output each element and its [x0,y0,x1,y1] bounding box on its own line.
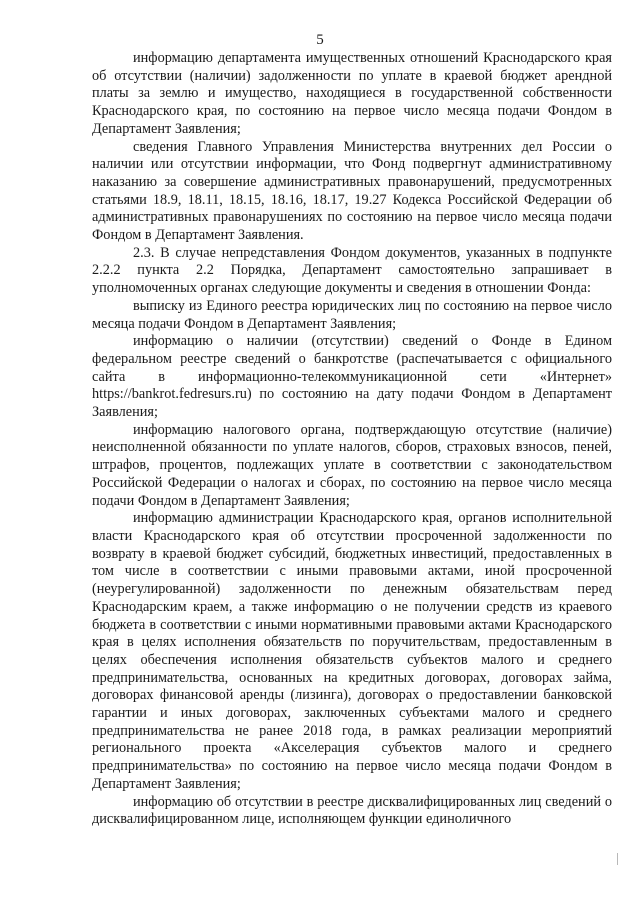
paragraph-interior-ministry-info: сведения Главного Управления Министерства внутренних дел России о наличии или отсутствии информации, что Фонд подвергнут административному наказанию за совершение административных правонарушений, предусмотренных статьями 18.9, 18.11, 18.15, 18.16, 18.17, 19.27 Кодекса Российской Федерации об административных правонарушениях по состоянию на первое число месяца подачи Фондом в Департамент Заявления. [92,138,612,244]
paragraph-section-2-3: 2.3. В случае непредставления Фондом документов, указанных в подпункте 2.2.2 пункта 2.2 Порядка, Департамент самостоятельно запрашивает в уполномоченных органах следующие документы и сведения в отношении Фонда: [92,244,612,297]
scan-margin-mark [617,853,618,865]
paragraph-tax-authority-info: информацию налогового органа, подтверждающую отсутствие (наличие) неисполненной обязанности по уплате налогов, сборов, страховых взносов, пеней, штрафов, процентов, подлежащих уплате в соответствии с законодательством Российской Федерации о налогах и сборах, по состоянию на первое число месяца подачи Фондом в Департамент Заявления; [92,421,612,509]
paragraph-disqualified-persons-info: информацию об отсутствии в реестре дисквалифицированных лиц сведений о дисквалифицированном лице, исполняющем функции единоличного [92,793,612,828]
page-number: 5 [316,32,324,48]
paragraph-legal-entities-extract: выписку из Единого реестра юридических лиц по состоянию на первое число месяца подачи Фондом в Департамент Заявления; [92,297,612,332]
document-body [92,50,612,829]
paragraph-regional-administration-info: информацию администрации Краснодарского края, органов исполнительной власти Краснодарского края об отсутствии просроченной задолженности по возврату в краевой бюджет субсидий, бюджетных инвестиций, предоставленных в том числе в соответствии с иными правовыми актами, иной просроченной (неурегулированной) задолженности по денежным обязательствам перед Краснодарским краем, а также информацию о не получении средств из краевого бюджета в соответствии с иными нормативными правовыми актами Краснодарского края в целях исполнения обязательств по поручительствам, предоставленным в целях обеспечения исполнения обязательств субъектов малого и среднего предпринимательства, основанных на кредитных договорах, договорах займа, договорах финансовой аренды (лизинга), договорах о предоставлении банковской гарантии и иных договорах, заключенных субъектами малого и среднего предпринимательства не ранее 2018 года, в рамках реализации мероприятий регионального проекта «Акселерация субъектов малого и среднего предпринимательства» по состоянию на первое число месяца подачи Фондом в Департамент Заявления; [92,510,612,792]
paragraph-property-debt-info: информацию департамента имущественных отношений Краснодарского края об отсутствии (наличии) задолженности по уплате в краевой бюджет арендной платы за землю и имущество, находящиеся в государственной собственности Краснодарского края, по состоянию на первое число месяца подачи Фондом в Департамент Заявления; [92,50,612,137]
paragraph-bankruptcy-registry-info: информацию о наличии (отсутствии) сведений о Фонде в Едином федеральном реестре сведений о банкротстве (распечатывается с официального сайта в информационно-телекоммуникационной сети «Интернет» https://bankrot.fedresurs.ru) по состоянию на дату подачи Фондом в Департамент Заявления; [92,333,612,421]
